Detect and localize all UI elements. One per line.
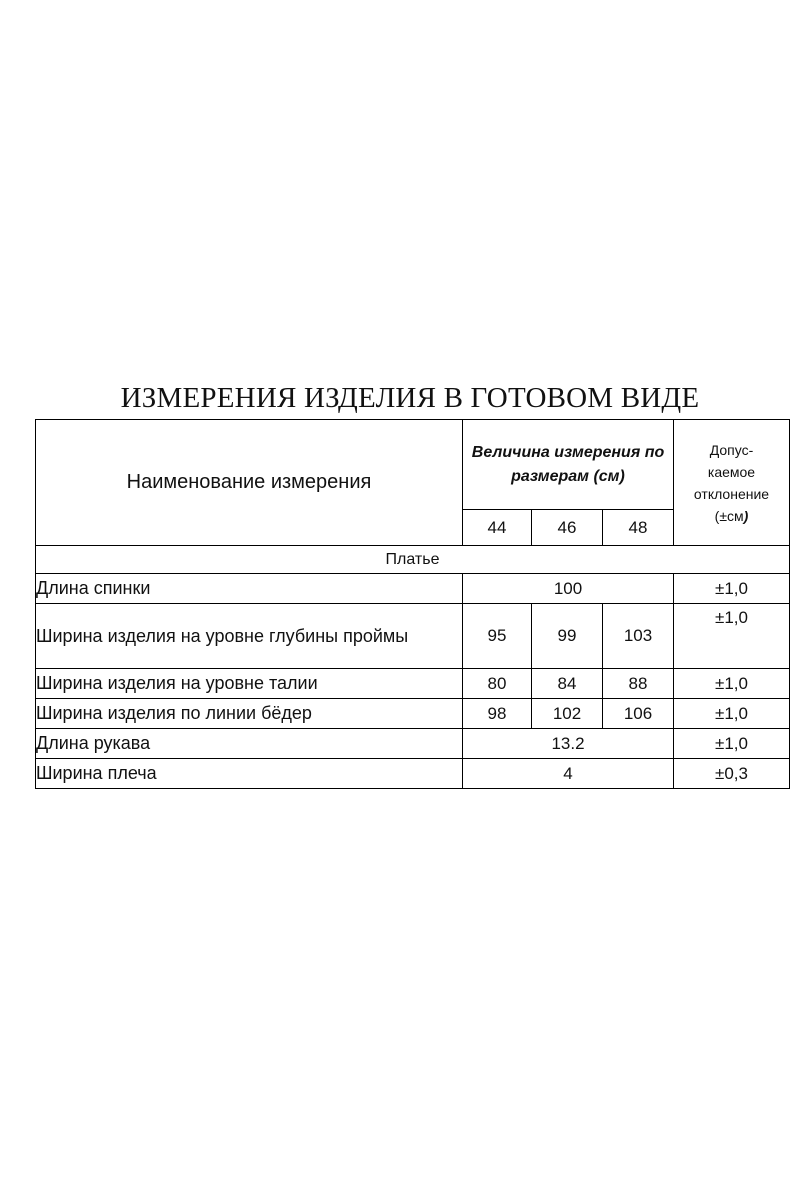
row-name: Ширина изделия на уровне талии: [36, 669, 463, 699]
row-value-48: 88: [603, 669, 674, 699]
size-44: 44: [463, 510, 532, 546]
row-tolerance: ±1,0: [674, 574, 790, 604]
header-name-column: Наименование измерения: [36, 420, 463, 546]
header-value-column: Величина измерения по размерам (см): [463, 420, 674, 510]
tolerance-line-1: Допус-: [709, 441, 754, 458]
row-name: Длина рукава: [36, 729, 463, 759]
table-row: [36, 604, 790, 669]
row-value-46: 99: [532, 604, 603, 669]
section-row: [36, 546, 790, 574]
tolerance-close-paren: ): [743, 507, 749, 524]
table-row: [36, 729, 790, 759]
row-value-48: 106: [603, 699, 674, 729]
row-value-44: 98: [463, 699, 532, 729]
row-tolerance: ±1,0: [674, 669, 790, 699]
row-value: 4: [463, 759, 674, 789]
header-row: [36, 420, 790, 510]
row-name: Длина спинки: [36, 574, 463, 604]
row-tolerance: ±1,0: [674, 699, 790, 729]
tolerance-line-4-text: (±см: [714, 507, 744, 524]
section-title: Платье: [36, 546, 790, 574]
row-value-48: 103: [603, 604, 674, 669]
row-value: 100: [463, 574, 674, 604]
row-value-44: 80: [463, 669, 532, 699]
row-name: Ширина изделия по линии бёдер: [36, 699, 463, 729]
header-tolerance-column: [674, 420, 790, 546]
table-row: [36, 574, 790, 604]
row-value-46: 102: [532, 699, 603, 729]
size-46: 46: [532, 510, 603, 546]
table-row: [36, 759, 790, 789]
row-value: 13.2: [463, 729, 674, 759]
row-tolerance: ±0,3: [674, 759, 790, 789]
row-value-44: 95: [463, 604, 532, 669]
tolerance-line-2: каемое: [707, 463, 756, 480]
tolerance-line-4: [674, 505, 789, 527]
table-row: [36, 699, 790, 729]
table-row: [36, 669, 790, 699]
row-tolerance: ±1,0: [674, 604, 790, 669]
row-name: Ширина изделия на уровне глубины проймы: [36, 604, 463, 669]
size-48: 48: [603, 510, 674, 546]
measurements-table: [35, 419, 790, 789]
row-tolerance: ±1,0: [674, 729, 790, 759]
tolerance-line-3: отклонение: [693, 485, 770, 502]
document-title: ИЗМЕРЕНИЯ ИЗДЕЛИЯ В ГОТОВОМ ВИДЕ: [120, 382, 700, 414]
row-name: Ширина плеча: [36, 759, 463, 789]
row-value-46: 84: [532, 669, 603, 699]
